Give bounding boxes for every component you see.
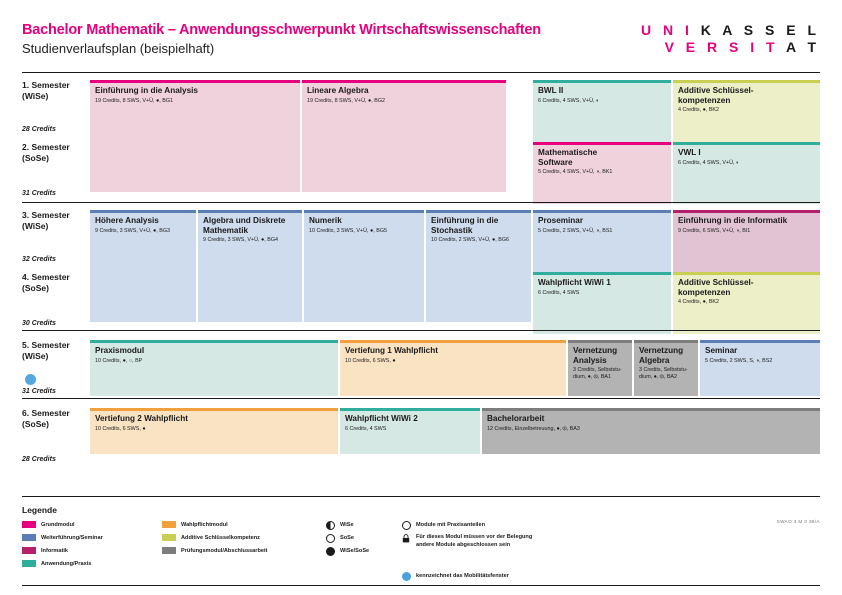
module-mathematische-software[interactable]: Mathematische Software 5 Credits, 4 SWS, V+Ü, ◑, BK1 <box>533 142 671 204</box>
lock-icon-svg <box>402 534 410 543</box>
legend-item-wise-sose: WiSe/SoSe <box>324 547 394 559</box>
semester-divider-2 <box>22 202 820 203</box>
module-accent-bar <box>533 210 671 213</box>
module-accent-bar <box>700 340 820 343</box>
module-accent-bar <box>533 80 671 83</box>
circle-filled-icon <box>326 547 335 556</box>
legend-columns <box>22 521 820 583</box>
module-accent-bar <box>340 408 480 411</box>
semester-divider-4 <box>22 330 820 331</box>
lock-icon <box>402 534 410 543</box>
module-wahlpflicht-wiwi-2[interactable]: Wahlpflicht WiWi 2 6 Credits, 4 SWS <box>340 408 480 454</box>
legend-item-praxisanteile: Module mit Praxisanteilen <box>400 521 580 533</box>
module-vernetzung-algebra[interactable]: Vernetzung Algebra 3 Credits, Selbststu- dium, ●, ⦶, BA2 <box>634 340 698 396</box>
logo-a-text: A <box>785 39 800 55</box>
semester-row-2 <box>22 142 820 204</box>
logo-uni-text: U N I <box>641 22 693 38</box>
circle-half-icon <box>326 521 335 530</box>
color-swatch-icon <box>162 521 176 528</box>
module-accent-bar <box>482 408 820 411</box>
module-accent-bar <box>673 80 820 83</box>
circle-outline-icon <box>326 534 335 543</box>
module-accent-bar <box>568 340 632 343</box>
legend-title: Legende <box>22 505 57 515</box>
legend-item-sose: SoSe <box>324 534 394 546</box>
module-proseminar[interactable]: Proseminar 5 Credits, 2 SWS, V+Ü, ◑, BS1 <box>533 210 671 272</box>
legend-column-4 <box>400 521 580 585</box>
legend-item-additive-schluesselkompetenz: Additive Schlüsselkompetenz <box>162 534 322 546</box>
module-accent-bar <box>533 272 671 275</box>
module-numerik[interactable]: Numerik 10 Credits, 3 SWS, V+Ü, ●, BG5 <box>304 210 424 322</box>
module-vertiefung-1-wahlpflicht[interactable]: Vertiefung 1 Wahlpflicht 10 Credits, 6 SWS, ● <box>340 340 566 396</box>
logo-t-text: T <box>807 39 820 55</box>
module-accent-bar <box>90 210 196 213</box>
semester-credits-2: 31 Credits <box>22 190 56 197</box>
module-vwl-1[interactable]: VWL I 6 Credits, 4 SWS, V+Ü, ◐ <box>673 142 820 204</box>
semester-row-5 <box>22 340 820 402</box>
color-swatch-icon <box>22 547 36 554</box>
semester-credits-3: 32 Credits <box>22 256 56 263</box>
module-accent-bar <box>673 142 820 145</box>
module-wahlpflicht-wiwi-1[interactable]: Wahlpflicht WiWi 1 6 Credits, 4 SWS <box>533 272 671 334</box>
semester-row-1 <box>22 80 820 142</box>
module-accent-bar <box>340 340 566 343</box>
module-accent-bar <box>302 80 506 83</box>
module-accent-bar <box>304 210 424 213</box>
module-accent-bar <box>90 408 338 411</box>
color-swatch-icon <box>162 547 176 554</box>
semester-track-2 <box>90 142 820 204</box>
semester-row-6 <box>22 408 820 468</box>
module-hoehere-analysis[interactable]: Höhere Analysis 9 Credits, 3 SWS, V+Ü, ●, BG3 <box>90 210 196 322</box>
legend-item-weiterfuehrung: Weiterführung/Seminar <box>22 534 162 546</box>
semester-label-6: 6. Semester (SoSe) <box>22 408 70 429</box>
module-vertiefung-2-wahlpflicht[interactable]: Vertiefung 2 Wahlpflicht 10 Credits, 6 SWS, ● <box>90 408 338 454</box>
legend-item-wahlpflichtmodul: Wahlpflichtmodul <box>162 521 322 533</box>
legend-item-wise: WiSe <box>324 521 394 533</box>
mobility-window-icon <box>25 374 36 385</box>
semester-credits-4: 30 Credits <box>22 320 56 327</box>
legend-item-anwendung-praxis: Anwendung/Praxis <box>22 560 162 572</box>
legend-item-informatik: Informatik <box>22 547 162 559</box>
semester-track-6 <box>90 408 820 468</box>
semester-divider-5 <box>22 398 820 399</box>
semester-credits-1: 28 Credits <box>22 126 56 133</box>
semester-label-2: 2. Semester (SoSe) <box>22 142 70 163</box>
semester-label-1: 1. Semester (WiSe) <box>22 80 70 101</box>
semester-label-5: 5. Semester (WiSe) <box>22 340 70 361</box>
page-header <box>22 22 820 66</box>
module-accent-bar <box>673 272 820 275</box>
legend-item-grundmodul: Grundmodul <box>22 521 162 533</box>
legend-item-voraussetzung: Für dieses Modul müssen vor der Belegung andere Module abgeschlossen sein <box>400 534 580 560</box>
semester-track-4 <box>90 272 820 334</box>
color-swatch-icon <box>162 534 176 541</box>
semester-credits-6: 28 Credits <box>22 456 56 463</box>
legend-item-pruefungsmodul: Prüfungsmodul/Abschlussarbeit <box>162 547 322 559</box>
legend-item-mobilitaetsfenster: kennzeichnet das Mobilitätsfenster <box>400 572 580 584</box>
university-logo <box>641 22 820 56</box>
logo-kassel-text: K A S S E L <box>700 22 820 38</box>
semester-track-5 <box>90 340 820 402</box>
logo-versit-text: V E R S I T <box>664 39 779 55</box>
module-einfuehrung-stochastik[interactable]: Einführung in die Stochastik 10 Credits, 2 SWS, V+Ü, ●, BG6 <box>426 210 531 322</box>
module-bachelorarbeit[interactable]: Bachelorarbeit 12 Credits, Einzelbetreuung, ●, ⦶, BA3 <box>482 408 820 454</box>
module-additive-schluesselkompetenzen-2[interactable]: Additive Schlüssel- kompetenzen 4 Credits, ●, BK2 <box>673 272 820 334</box>
color-swatch-icon <box>22 521 36 528</box>
logo-line-2 <box>641 39 820 56</box>
module-lineare-algebra[interactable]: Lineare Algebra 19 Credits, 8 SWS, V+Ü, ●, BG2 <box>302 80 506 192</box>
color-swatch-icon <box>22 534 36 541</box>
semester-track-1 <box>90 80 820 142</box>
module-vernetzung-analysis[interactable]: Vernetzung Analysis 3 Credits, Selbststu- dium, ●, ⦶, BA1 <box>568 340 632 396</box>
semester-track-3 <box>90 210 820 272</box>
semester-grid <box>22 80 820 468</box>
color-swatch-icon <box>22 560 36 567</box>
header-divider <box>22 72 820 73</box>
module-accent-bar <box>426 210 531 213</box>
semester-row-4 <box>22 272 820 334</box>
module-algebra-diskrete-mathematik[interactable]: Algebra und Diskrete Mathematik 9 Credits, 3 SWS, V+Ü, ●, BG4 <box>198 210 302 322</box>
legend-column-2 <box>162 521 322 560</box>
module-praxismodul[interactable]: Praxismodul 10 Credits, ●, ○, BP <box>90 340 338 396</box>
globe-icon <box>402 572 411 581</box>
module-accent-bar <box>198 210 302 213</box>
module-einfuehrung-analysis[interactable]: Einführung in die Analysis 19 Credits, 8 SWS, V+Ü, ●, BG1 <box>90 80 300 192</box>
legend-column-1 <box>22 521 162 573</box>
semester-label-4: 4. Semester (SoSe) <box>22 272 70 293</box>
module-accent-bar <box>90 340 338 343</box>
legend-bottom-divider <box>22 585 820 586</box>
legend <box>22 505 820 583</box>
module-einfuehrung-informatik[interactable]: Einführung in die Informatik 9 Credits, 6 SWS, V+Ü, ◑, BI1 <box>673 210 820 272</box>
semester-credits-5: 31 Credits <box>22 388 56 395</box>
page-subtitle: Studienverlaufsplan (beispielhaft) <box>22 41 215 56</box>
module-accent-bar <box>533 142 671 145</box>
legend-column-3 <box>324 521 394 560</box>
legend-code: SWAO 3 M 0 38/A <box>776 519 820 524</box>
page-title: Bachelor Mathematik – Anwendungsschwerpunkt Wirtschaftswissenschaften <box>22 22 541 38</box>
module-accent-bar <box>634 340 698 343</box>
module-seminar[interactable]: Seminar 5 Credits, 2 SWS, S, ◑, BS2 <box>700 340 820 396</box>
module-additive-schluesselkompetenzen-1[interactable]: Additive Schlüssel- kompetenzen 4 Credits, ●, BK2 <box>673 80 820 142</box>
module-bwl-2[interactable]: BWL II 6 Credits, 4 SWS, V+Ü, ◐ <box>533 80 671 142</box>
logo-line-1 <box>641 22 820 39</box>
circle-outline-icon <box>402 521 411 530</box>
module-accent-bar <box>673 210 820 213</box>
semester-label-3: 3. Semester (WiSe) <box>22 210 70 231</box>
module-accent-bar <box>90 80 300 83</box>
semester-row-3 <box>22 210 820 272</box>
legend-top-divider <box>22 496 820 497</box>
